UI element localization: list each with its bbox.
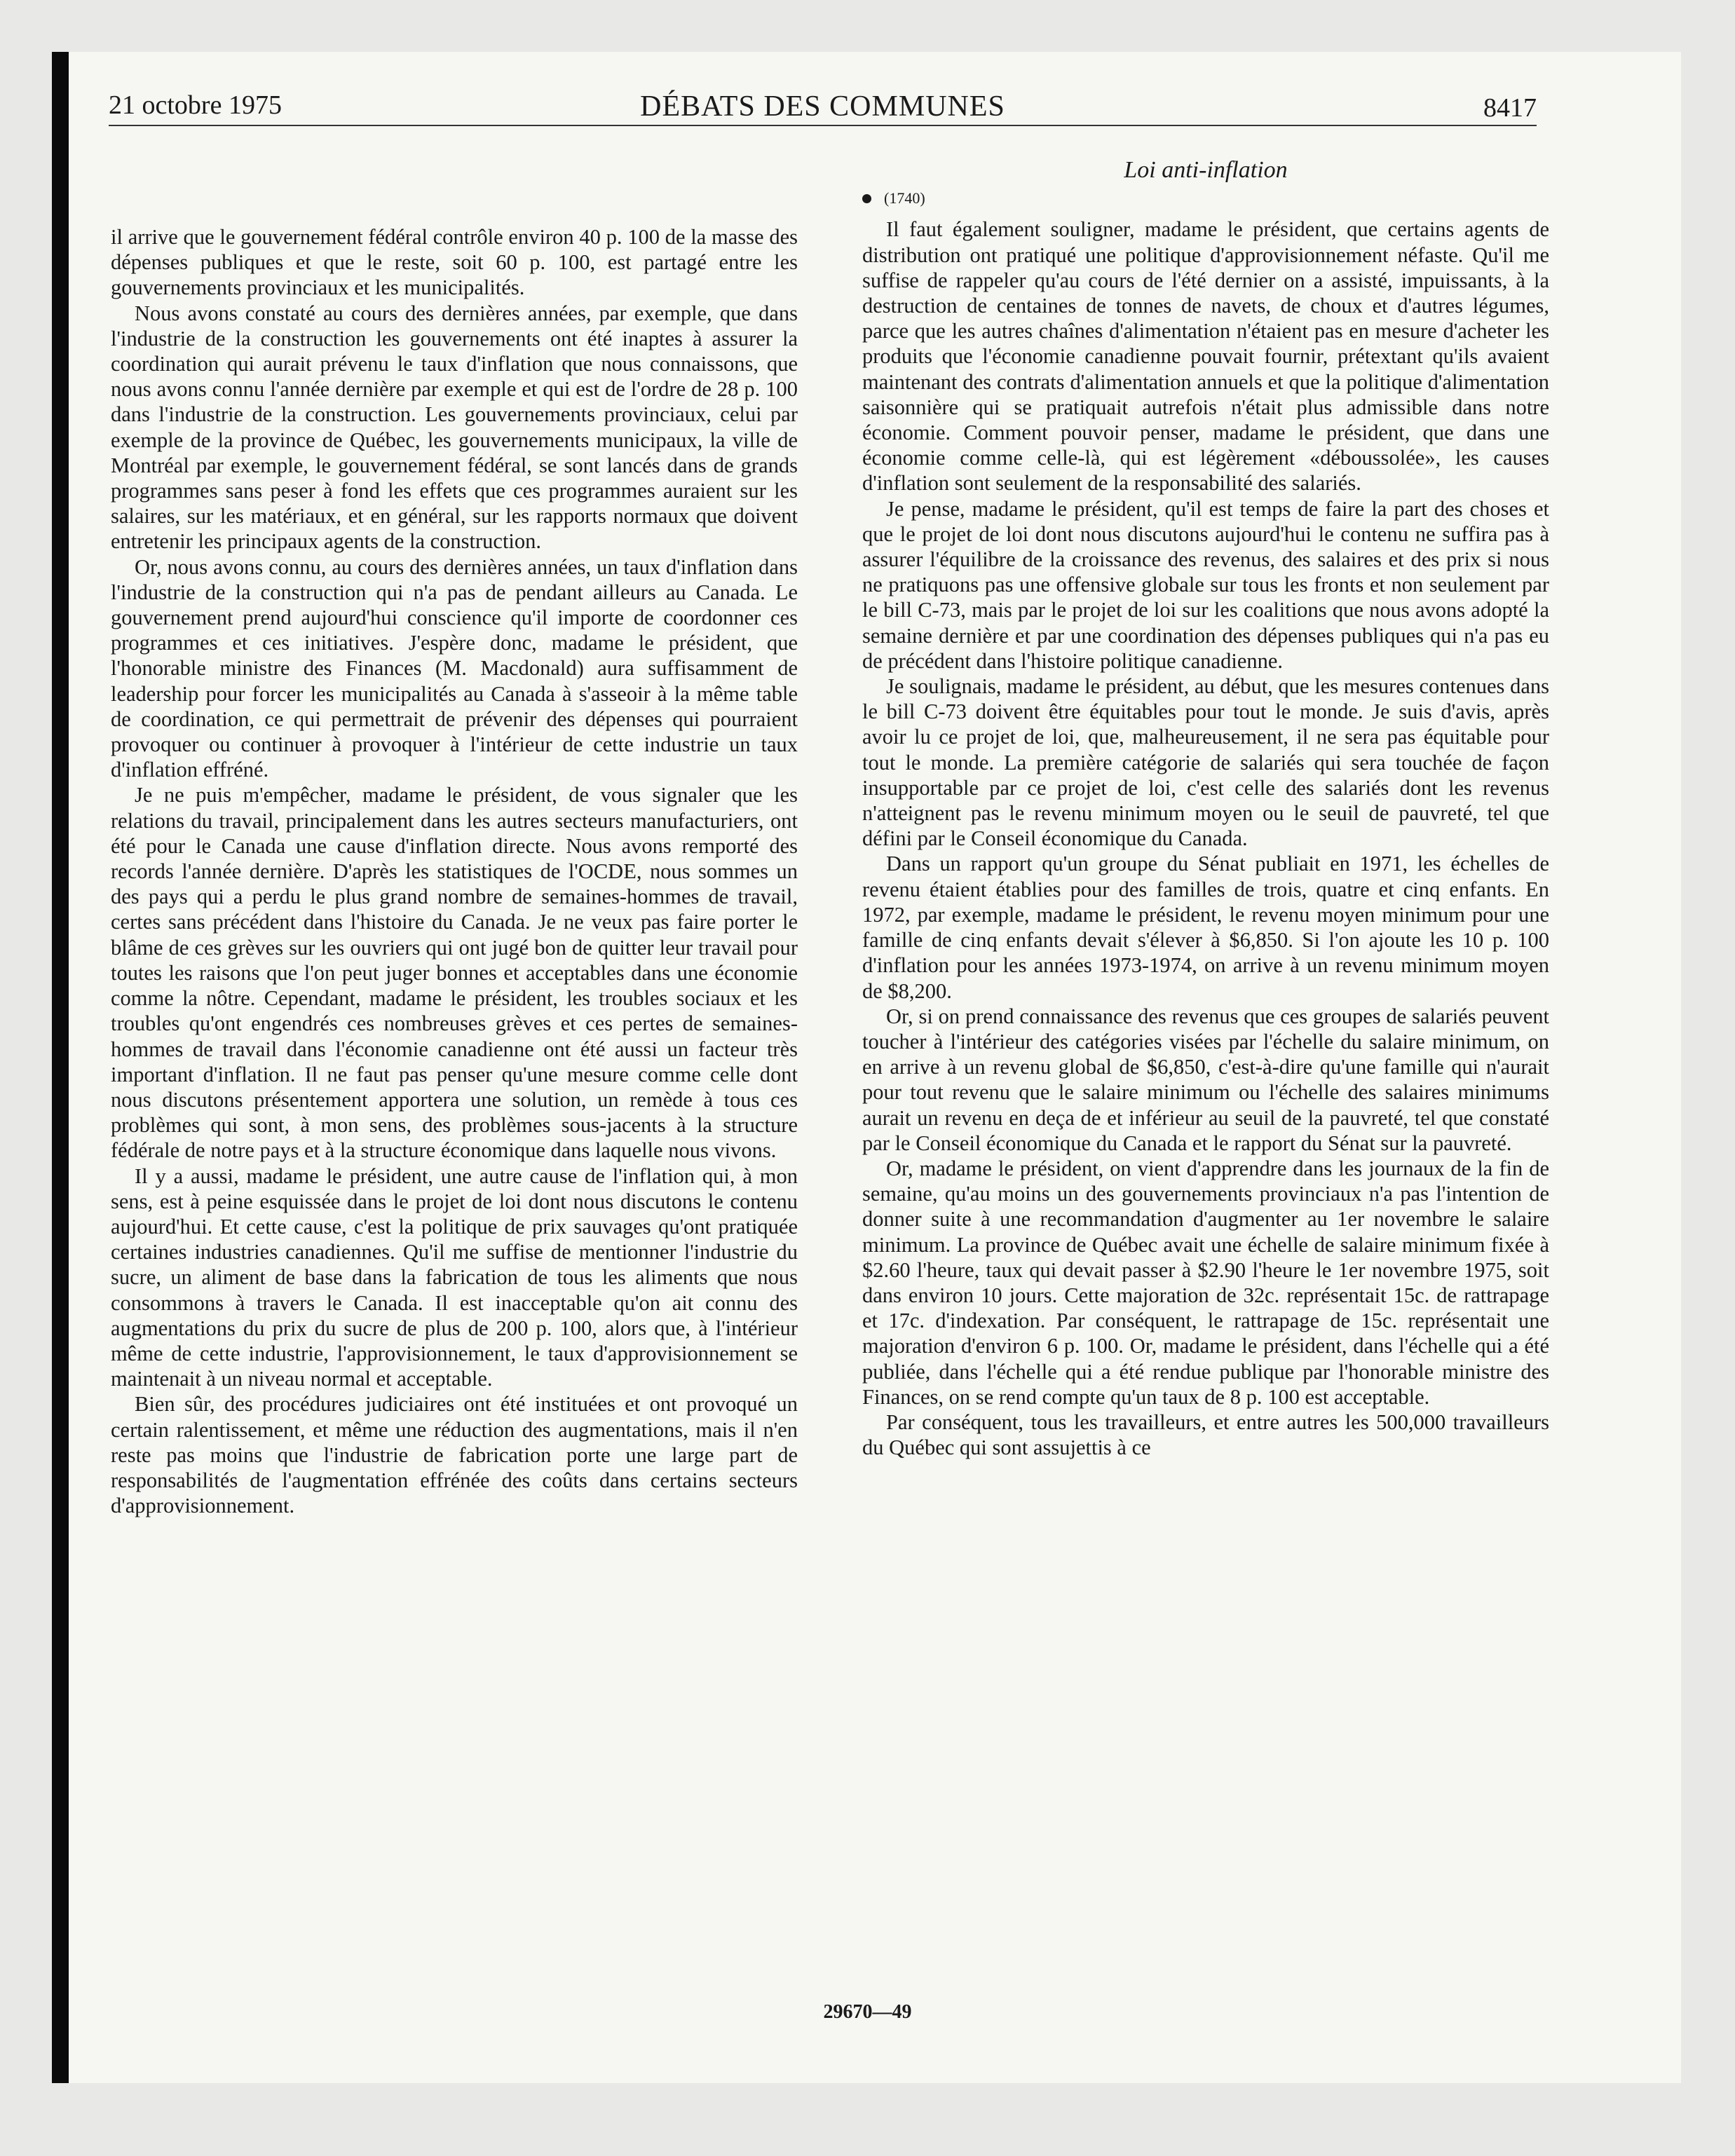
- right-paragraph: Or, si on prend connaissance des revenus que ces groupes de salariés peuvent toucher à l'intérieur des catégories visées par l'échelle du salaire minimum, on en arrive à un revenu global de $6,850, c'est-à-dire qu'une famille qui n'aurait pour tout revenu que le salaire minimum ou l'échelle des salaires minimums aurait un revenu en deça de et inférieur au seuil de la pauvreté, tel que constaté par le Conseil économique du Canada et le rapport du Sénat sur la pauvreté.: [862, 1004, 1549, 1155]
- running-head: Loi anti-inflation: [1124, 157, 1288, 183]
- right-paragraph: Par conséquent, tous les travailleurs, et entre autres les 500,000 travailleurs du Québec qui sont assujettis à ce: [862, 1410, 1549, 1460]
- left-paragraph: Je ne puis m'empêcher, madame le président, de vous signaler que les relations du travail, principalement dans les autres secteurs manufacturiers, ont été pour le Canada une cause d'inflation directe. Nous avons remporté des records l'année dernière. D'après les statistiques de l'OCDE, nous sommes un des pays qui a perdu le plus grand nombre de semaines-hommes de travail, certes sans précédent dans l'histoire du Canada. Je ne veux pas faire porter le blâme de ces grèves sur les ouvriers qui ont jugé bon de quitter leur travail pour toutes les raisons que l'on peut juger bonnes et acceptables dans une économie comme la nôtre. Cependant, madame le président, les troubles sociaux et les troubles qu'ont engendrés ces nombreuses grèves et ces pertes de semaines-hommes de travail dans l'économie canadienne ont été aussi un facteur très important d'inflation. Il ne faut pas penser qu'une mesure comme celle dont nous discutons présentement apportera une solution, un remède à tous ces problèmes qui sont, à mon sens, des problèmes sous-jacents à la structure fédérale de notre pays et à la structure économique dans laquelle nous vivons.: [111, 783, 798, 1163]
- header-page-number: 8417: [1483, 93, 1537, 123]
- footer-code: 29670—49: [823, 2001, 912, 2023]
- right-paragraph: Dans un rapport qu'un groupe du Sénat publiait en 1971, les échelles de revenu étaient établies pour des familles de trois, quatre et cinq enfants. En 1972, par exemple, madame le président, le revenu moyen minimum pour une famille de cinq enfants devait s'élever à $6,850. Si l'on ajoute les 10 p. 100 d'inflation pour les années 1973-1974, on arrive à un revenu minimum moyen de $8,200.: [862, 852, 1549, 1003]
- scan-edge: [52, 52, 69, 2083]
- right-paragraph: Or, madame le président, on vient d'apprendre dans les journaux de la fin de semaine, qu'au moins un des gouvernements provinciaux n'a pas l'intention de donner suite à une recommandation d'augmenter au 1er novembre le salaire minimum. La province de Québec avait une échelle de salaire minimum fixée à $2.60 l'heure, taux qui devait passer à $2.90 l'heure le 1er novembre 1975, soit dans environ 10 jours. Cette majoration de 32c. représentait 15c. de rattrapage et 17c. d'indexation. Par conséquent, le rattrapage de 15c. représentait une majoration d'environ 6 p. 100. Or, madame le président, dans l'échelle qui a été publiée, dans l'échelle qui a été rendue publique par l'honorable ministre des Finances, on se rend compte qu'un taux de 8 p. 100 est acceptable.: [862, 1156, 1549, 1409]
- left-paragraph: Bien sûr, des procédures judiciaires ont été instituées et ont provoqué un certain ralentissement, et même une réduction des augmentations, mais il n'en reste pas moins que l'industrie de fabrication porte une large part de responsabilités de l'augmentation effrénée des coûts dans certains secteurs d'approvisionnement.: [111, 1392, 798, 1518]
- right-paragraph: Il faut également souligner, madame le président, que certains agents de distribution ont pratiqué une politique d'approvisionnement néfaste. Qu'il me suffise de rappeler qu'au cours de l'été dernier on a assisté, impuissants, à la destruction de centaines de tonnes de navets, de choux et d'autres légumes, parce que les autres chaînes d'alimentation n'étaient pas en mesure d'acheter les produits que l'économie canadienne pouvait fournir, prétextant qu'ils avaient maintenant des contrats d'alimentation annuels et que la politique d'alimentation saisonnière qui se pratiquait autrefois n'était plus admissible dans notre économie. Comment pouvoir penser, madame le président, que dans une économie comme celle-là, qui est légèrement «déboussolée», les causes d'inflation sont seulement de la responsabilité des salariés.: [862, 217, 1549, 496]
- left-paragraph: Or, nous avons connu, au cours des dernières années, un taux d'inflation dans l'industrie de la construction qui n'a pas de pendant ailleurs au Canada. Le gouvernement prend aujourd'hui conscience qu'il importe de coordonner ces programmes et ces initiatives. J'espère donc, madame le président, que l'honorable ministre des Finances (M. Macdonald) aura suffisamment de leadership pour forcer les municipalités au Canada à s'asseoir à la même table de coordination, ce qui permettrait de prévenir des dépenses qui pourraient provoquer ou continuer à provoquer à l'intérieur de cette industrie un taux d'inflation effréné.: [111, 554, 798, 782]
- left-paragraph: il arrive que le gouvernement fédéral contrôle environ 40 p. 100 de la masse des dépenses publiques et que le reste, soit 60 p. 100, est partagé entre les gouvernements provinciaux et les municipalités.: [111, 225, 798, 300]
- right-paragraph: Je pense, madame le président, qu'il est temps de faire la part des choses et que le projet de loi dont nous discutons aujourd'hui le contenu ne suffira pas à assurer l'équilibre de la croissance des revenus, des salaires et des prix si nous ne pratiquons pas une offensive globale sur tous les fronts et non seulement par le bill C-73, mais par le projet de loi sur les coalitions que nous avons adopté la semaine dernière et par une coordination des dépenses publiques qui n'a pas eu de précédent dans l'histoire politique canadienne.: [862, 496, 1549, 673]
- left-paragraph: Nous avons constaté au cours des dernières années, par exemple, que dans l'industrie de la construction les gouvernements ont été inaptes à assurer la coordination qui aurait prévenu le taux d'inflation que nous connaissons, que nous avons connu l'année dernière par exemple et qui est de l'ordre de 28 p. 100 dans l'industrie de la construction. Les gouvernements provinciaux, celui par exemple de la province de Québec, les gouvernements municipaux, la ville de Montréal par exemple, le gouvernement fédéral, se sont lancés dans de grands programmes sans peser à fond les effets que ces programmes auraient sur les salaires, sur les matériaux, et en général, sur les rapports normaux que doivent entretenir les principaux agents de la construction.: [111, 301, 798, 554]
- page-header: [109, 83, 1537, 126]
- header-date: 21 octobre 1975: [109, 90, 282, 120]
- left-paragraph: Il y a aussi, madame le président, une autre cause de l'inflation qui, à mon sens, est à peine esquissée dans le projet de loi dont nous discutons le contenu aujourd'hui. Et cette cause, c'est la politique de prix sauvages qu'ont pratiquée certaines industries canadiennes. Qu'il me suffise de mentionner l'industrie du sucre, un aliment de base dans la fabrication de tous les aliments que nous consommons à travers le Canada. Il est inacceptable qu'on ait connu des augmentations du prix du sucre de plus de 200 p. 100, alors que, à l'intérieur même de cette industrie, l'approvisionnement, le taux d'approvisionnement se maintenait à un niveau normal et acceptable.: [111, 1164, 798, 1391]
- time-mark-text: (1740): [884, 189, 925, 207]
- time-mark: [862, 186, 1549, 211]
- header-title: DÉBATS DES COMMUNES: [640, 90, 1005, 123]
- left-column: [111, 224, 798, 1518]
- right-column: [862, 158, 1549, 1460]
- right-paragraph: Je soulignais, madame le président, au début, que les mesures contenues dans le bill C-73 doivent être équitables pour tout le monde. Je suis d'avis, après avoir lu ce projet de loi, que, malheureusement, il ne sera pas équitable pour tout le monde. La première catégorie de salariés qui sera touchée de façon insupportable par ce projet de loi, c'est celle des salariés dont les revenus n'atteignent pas le revenu minimum moyen ou le seuil de pauvreté, tel que défini par le Conseil économique du Canada.: [862, 674, 1549, 851]
- bullet-icon: [862, 194, 871, 203]
